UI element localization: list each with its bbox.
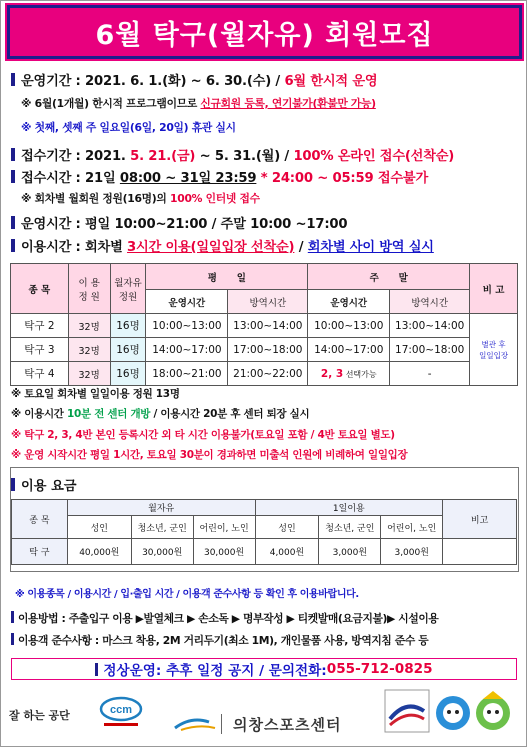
agency-logo: 잘 하는 공단 — [9, 709, 70, 722]
bullet-bar-icon — [11, 478, 15, 491]
closed-note: ※ 첫째, 셋째 주 일요일(6일, 20일) 휴관 실시 — [21, 121, 236, 134]
table-row: 탁구 2 32명 16명 10:00~13:00 13:00~14:00 10:00~13:00 13:00~14:00 별관 후 일일입장 — [11, 314, 518, 338]
emblem-icon — [384, 689, 430, 733]
method-line: 이용방법 : 주출입구 이용 ▶발열체크 ▶ 손소독 ▶ 명부작성 ▶ 티켓발매(요금지불)▶ 시설이용 — [11, 611, 438, 626]
table-row: 탁 구 40,000원 30,000원 30,000원 4,000원 3,000원 3,000원 — [12, 539, 517, 565]
bullet-bar-icon — [11, 611, 14, 623]
bullet-bar-icon — [11, 170, 15, 183]
bullet-bar-icon — [11, 73, 15, 86]
period-note: ※ 6월(1개월) 한시적 프로그램이므로 신규회원 등록, 연기불가(환불만 가능) — [21, 97, 376, 110]
header-weekend: 주 말 — [308, 264, 470, 290]
page-title: 6월 탁구(월자유) 회원모집 — [95, 19, 434, 51]
period-line: 운영기간 : 2021. 6. 1.(화) ~ 6. 30.(수) / 6월 한시적 운영 — [11, 70, 377, 89]
reception-time-line: 접수시간 : 21일 08:00 ~ 31일 23:59 * 24:00 ~ 05:59 접수불가 — [11, 167, 428, 186]
header-item: 종 목 — [11, 264, 69, 314]
header-monthly-capacity: 월자유 정원 — [110, 264, 146, 314]
bottom-notice: ※ 이용종목 / 이용시간 / 입·출입 시간 / 이용객 준수사항 등 확인 후 이용바랍니다. — [15, 589, 359, 600]
header-weekend-dis: 방역시간 — [390, 290, 470, 314]
svg-text:ccm: ccm — [109, 704, 133, 716]
fees-heading: 이용 요금 — [11, 475, 77, 494]
table-row: 탁구 3 32명 16명 14:00~17:00 17:00~18:00 14:00~17:00 17:00~18:00 — [11, 338, 518, 362]
note-open-time: ※ 이용시간 10분 전 센터 개방 / 이용시간 20분 후 센터 퇴장 실시 — [11, 408, 310, 420]
center-logo: 의창스포츠센터 — [171, 714, 393, 734]
title-banner — [7, 5, 522, 59]
emblem-logo — [384, 689, 430, 733]
bullet-bar-icon — [11, 239, 15, 252]
ccm-logo — [98, 695, 144, 731]
schedule-table — [10, 263, 518, 386]
header-weekday-dis: 방역시간 — [228, 290, 308, 314]
footer-logos — [1, 667, 527, 747]
quota-note: ※ 회차별 월회원 정원(16명)의 100% 인터넷 접수 — [21, 192, 260, 205]
mascot-logo — [431, 689, 521, 739]
reception-line: 접수기간 : 2021. 5. 21.(금) ~ 5. 31.(월) / 100% 온라인 접수(선착순) — [11, 145, 454, 164]
hours-line: 운영시간 : 평일 10:00~21:00 / 주말 10:00 ~17:00 — [11, 213, 347, 232]
mascot-icon — [431, 689, 521, 739]
bullet-bar-icon — [11, 148, 15, 161]
table-row: 탁구 4 32명 16명 18:00~21:00 21:00~22:00 2, 3 선택가능 - — [11, 362, 518, 386]
header-weekend-op: 운영시간 — [308, 290, 390, 314]
note-saturday: ※ 토요일 회차별 일일이용 정원 13명 — [11, 388, 180, 400]
note-restriction: ※ 탁구 2, 3, 4반 본인 등록시간 외 타 시간 이용불가(토요일 포함 / 4반 토요일 별도) — [11, 429, 395, 441]
ccm-icon — [98, 695, 144, 731]
bullet-bar-icon — [11, 633, 14, 645]
table-note: 별관 후 일일입장 — [470, 314, 518, 386]
note-walkin: ※ 운영 시작시간 평일 1시간, 토요일 30분이 경과하면 미출석 인원에 비례하여 일일입장 — [11, 449, 408, 461]
fees-table: 종 목 월자유 1일이용 비고 성인 청소년, 군인 어린이, 노인 성인 청소년, 군인 어린이, 노인 탁 구 40,000원 30,000원 30,000원 4,000원 3,000원 3,000원 — [11, 499, 517, 565]
bullet-bar-icon — [11, 216, 15, 229]
header-weekday: 평 일 — [146, 264, 308, 290]
header-weekday-op: 운영시간 — [146, 290, 228, 314]
usage-line: 이용시간 : 회차별 3시간 이용(일일입장 선착순) / 회차별 사이 방역 실시 — [11, 236, 434, 255]
header-daily-capacity: 이 용 정 원 — [68, 264, 110, 314]
swoosh-icon — [171, 714, 231, 734]
contact-box: 정상운영: 추후 일정 공지 / 문의전화: 055-712-0825 — [11, 658, 517, 680]
header-note: 비 고 — [470, 264, 518, 314]
rules-line: 이용객 준수사항 : 마스크 착용, 2M 거리두기(최소 1M), 개인물품 사용, 방역지침 준수 등 — [11, 633, 428, 648]
